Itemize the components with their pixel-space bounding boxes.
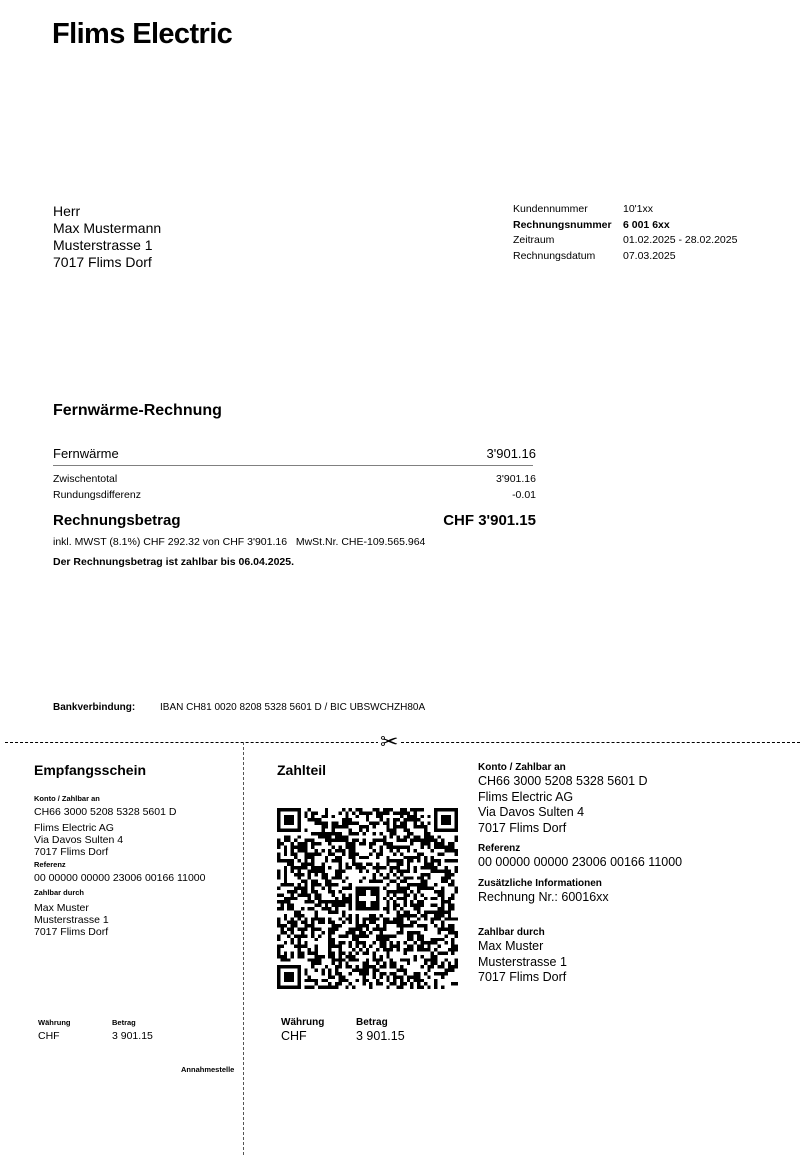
payment-currency-value: CHF (281, 1029, 307, 1043)
due-date-notice: Der Rechnungsbetrag ist zahlbar bis 06.04.2025. (53, 556, 295, 568)
company-logo: Flims Electric (52, 18, 233, 50)
receipt-currency-value: CHF (38, 1030, 60, 1042)
receipt-amount-value: 3 901.15 (112, 1030, 153, 1042)
subtotal-value: 3'901.16 (496, 473, 536, 485)
vat-info: inkl. MWST (8.1%) CHF 292.32 von CHF 3'901.16 MwSt.Nr. CHE-109.565.964 (53, 536, 426, 548)
total-value: CHF 3'901.15 (443, 512, 536, 529)
recipient-address (53, 203, 161, 271)
payment-additional-label: Zusätzliche Informationen (478, 877, 602, 889)
invoice-meta (513, 202, 737, 264)
payment-currency (281, 1017, 324, 1045)
payment-amount-label: Betrag (356, 1017, 388, 1028)
payment-payer-city: 7017 Flims Dorf (478, 970, 567, 984)
receipt-creditor-city: 7017 Flims Dorf (34, 846, 109, 858)
recipient-salutation: Herr (53, 203, 81, 219)
meta-label: Zeitraum (513, 234, 555, 247)
subtotal-row (53, 473, 536, 485)
line-item (53, 446, 536, 461)
payment-currency-label: Währung (281, 1017, 325, 1028)
payment-amount (356, 1017, 405, 1045)
payment-amount-value: 3 901.15 (356, 1029, 405, 1043)
divider (53, 465, 533, 466)
bank-label: Bankverbindung: (53, 702, 136, 713)
payment-account-label: Konto / Zahlbar an (478, 762, 566, 773)
meta-value: 01.02.2025 - 28.02.2025 (623, 234, 738, 247)
rounding-row (53, 489, 536, 501)
receipt-creditor-name: Flims Electric AG (34, 822, 114, 834)
receipt-payer-name: Max Muster (34, 902, 89, 914)
meta-row-invoice-date (513, 249, 737, 265)
rounding-label: Rundungsdifferenz (53, 489, 141, 501)
bank-details (53, 702, 425, 713)
acceptance-point-label: Annahmestelle (181, 1065, 235, 1074)
receipt-creditor-street: Via Davos Sulten 4 (34, 834, 124, 846)
line-item-label: Fernwärme (53, 446, 119, 461)
payment-creditor-city: 7017 Flims Dorf (478, 820, 567, 835)
meta-label: Rechnungsdatum (513, 249, 596, 262)
meta-row-invoice-number (513, 218, 737, 234)
meta-value: 6 001 6xx (623, 218, 670, 231)
meta-row-period (513, 233, 737, 249)
receipt-amount (112, 1018, 153, 1042)
subtotal-label: Zwischentotal (53, 473, 118, 485)
receipt-reference: 00 00000 00000 23006 00166 11000 (34, 872, 206, 884)
receipt-amount-label: Betrag (112, 1018, 136, 1027)
payment-creditor-street: Via Davos Sulten 4 (478, 805, 585, 819)
recipient-city: 7017 Flims Dorf (53, 254, 152, 270)
payment-payer-street: Musterstrasse 1 (478, 954, 567, 969)
payment-creditor-name: Flims Electric AG (478, 789, 574, 804)
payment-reference: 00 00000 00000 23006 00166 11000 (478, 855, 683, 869)
receipt-account-label: Konto / Zahlbar an (34, 794, 100, 803)
total-row (53, 512, 536, 529)
payment-account (478, 762, 682, 986)
line-item-value: 3'901.16 (486, 446, 536, 461)
payment-additional-info: Rechnung Nr.: 60016xx (478, 889, 609, 904)
receipt-iban: CH66 3000 5208 5328 5601 D (34, 806, 177, 818)
recipient-street: Musterstrasse 1 (53, 237, 153, 253)
meta-label: Rechnungsnummer (513, 218, 612, 231)
perforation-vertical (243, 742, 244, 1155)
payment-iban: CH66 3000 5208 5328 5601 D (478, 774, 648, 788)
payment-payer-name: Max Muster (478, 939, 544, 953)
total-label: Rechnungsbetrag (53, 512, 181, 529)
payment-part-title: Zahlteil (277, 762, 327, 778)
scissors-icon: ✂ (380, 729, 399, 754)
rounding-value: -0.01 (512, 489, 536, 501)
receipt-account (34, 794, 205, 938)
perforation-line (5, 742, 800, 743)
invoice-title: Fernwärme-Rechnung (53, 402, 222, 419)
receipt-currency-label: Währung (38, 1018, 71, 1027)
qr-code (277, 808, 458, 989)
meta-value: 10'1xx (623, 203, 654, 215)
receipt-payer-city: 7017 Flims Dorf (34, 926, 109, 938)
meta-label: Kundennummer (513, 203, 588, 215)
payment-reference-label: Referenz (478, 843, 521, 854)
bank-value: IBAN CH81 0020 8208 5328 5601 D / BIC UBSWCHZH80A (160, 702, 426, 713)
meta-row-customer-number (513, 202, 737, 218)
payment-payer-label: Zahlbar durch (478, 927, 545, 938)
receipt-currency (38, 1018, 71, 1042)
meta-value: 07.03.2025 (623, 249, 676, 262)
recipient-name: Max Mustermann (53, 220, 162, 236)
receipt-payer-label: Zahlbar durch (34, 888, 85, 897)
receipt-title: Empfangsschein (34, 762, 147, 778)
receipt-payer-street: Musterstrasse 1 (34, 914, 109, 926)
receipt-reference-label: Referenz (34, 860, 66, 869)
